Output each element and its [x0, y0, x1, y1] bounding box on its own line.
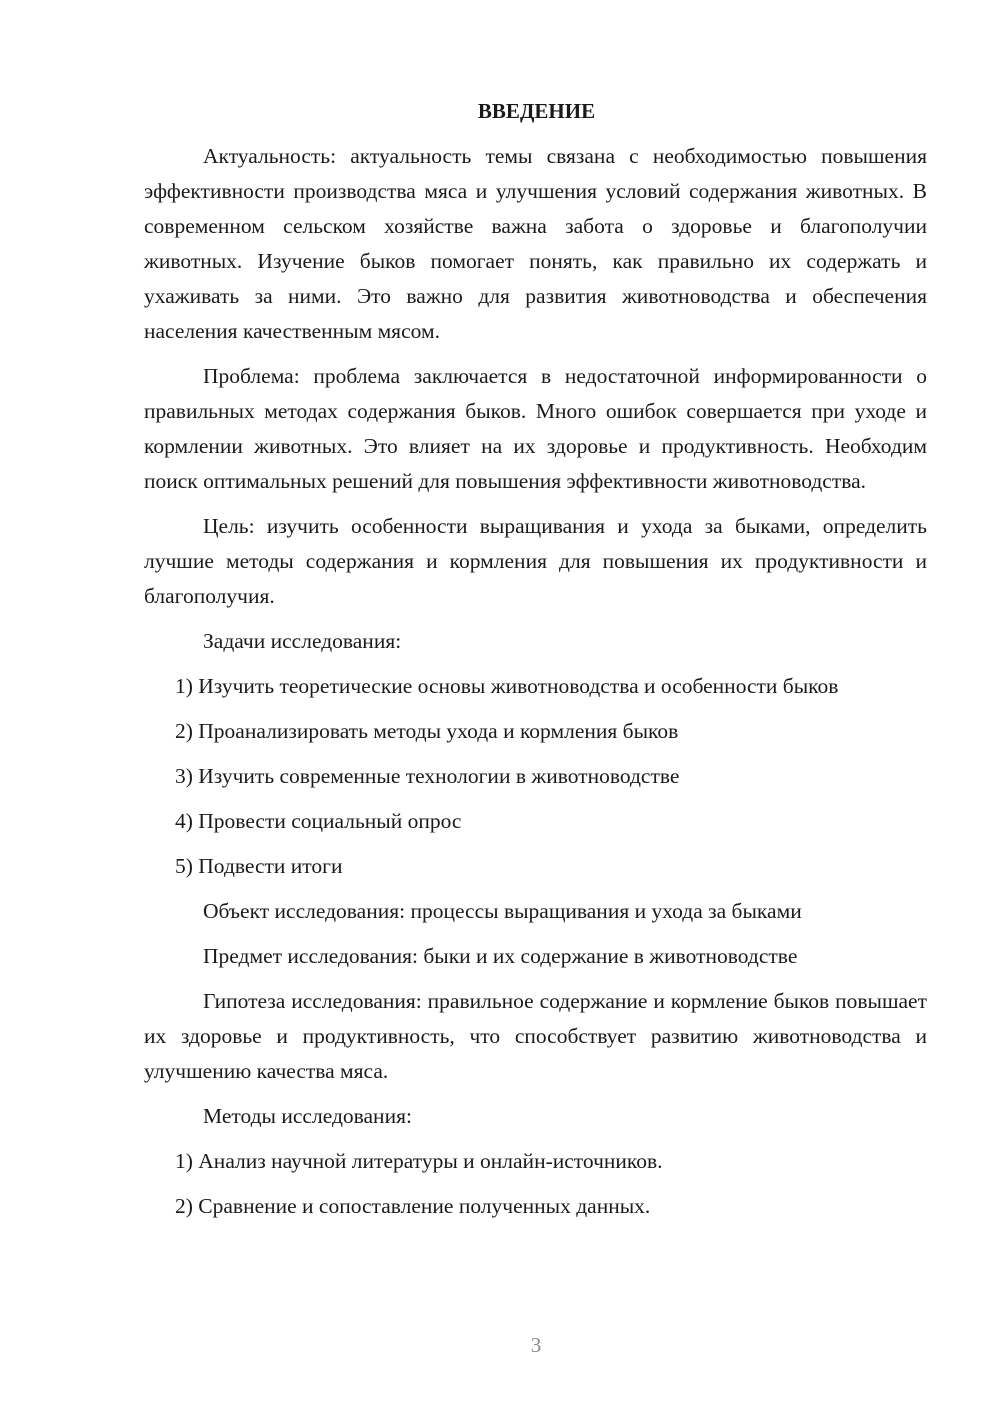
page-content — [144, 94, 927, 1224]
methods-heading: Методы исследования: — [203, 1104, 412, 1128]
hypothesis-paragraph: Гипотеза исследования: правильное содержание и кормление быков повышает их здоровье и продуктивность, что способствует развитию животноводства и улучшению качества мяса. — [144, 989, 927, 1083]
method-item: 2) Сравнение и сопоставление полученных данных. — [175, 1194, 651, 1218]
task-item: 3) Изучить современные технологии в животноводстве — [175, 764, 680, 788]
task-item: 4) Провести социальный опрос — [175, 809, 462, 833]
page-number: 3 — [530, 1333, 542, 1357]
task-item: 2) Проанализировать методы ухода и кормления быков — [175, 719, 679, 743]
problem-paragraph: Проблема: проблема заключается в недостаточной информированности о правильных методах содержания быков. Много ошибок совершается при уходе и кормлении животных. Это влияет на их здоровье и продуктивность. Необходим поиск оптимальных решений для повышения эффективности животноводства. — [144, 364, 927, 493]
object-line: Объект исследования: процессы выращивания и ухода за быками — [203, 899, 802, 923]
task-item: 1) Изучить теоретические основы животноводства и особенности быков — [175, 674, 839, 698]
subject-line: Предмет исследования: быки и их содержание в животноводстве — [203, 944, 798, 968]
tasks-heading: Задачи исследования: — [203, 629, 402, 653]
relevance-paragraph: Актуальность: актуальность темы связана с необходимостью повышения эффективности производства мяса и улучшения условий содержания животных. В современном сельском хозяйстве важна забота о здоровье и благополучии животных. Изучение быков помогает понять, как правильно их содержать и ухаживать за ними. Это важно для развития животноводства и обеспечения населения качественным мясом. — [144, 144, 927, 343]
goal-paragraph: Цель: изучить особенности выращивания и ухода за быками, определить лучшие методы содержания и кормления для повышения их продуктивности и благополучия. — [144, 514, 927, 608]
section-title: ВВЕДЕНИЕ — [477, 99, 596, 123]
task-item: 5) Подвести итоги — [175, 854, 343, 878]
method-item: 1) Анализ научной литературы и онлайн-источников. — [175, 1149, 663, 1173]
